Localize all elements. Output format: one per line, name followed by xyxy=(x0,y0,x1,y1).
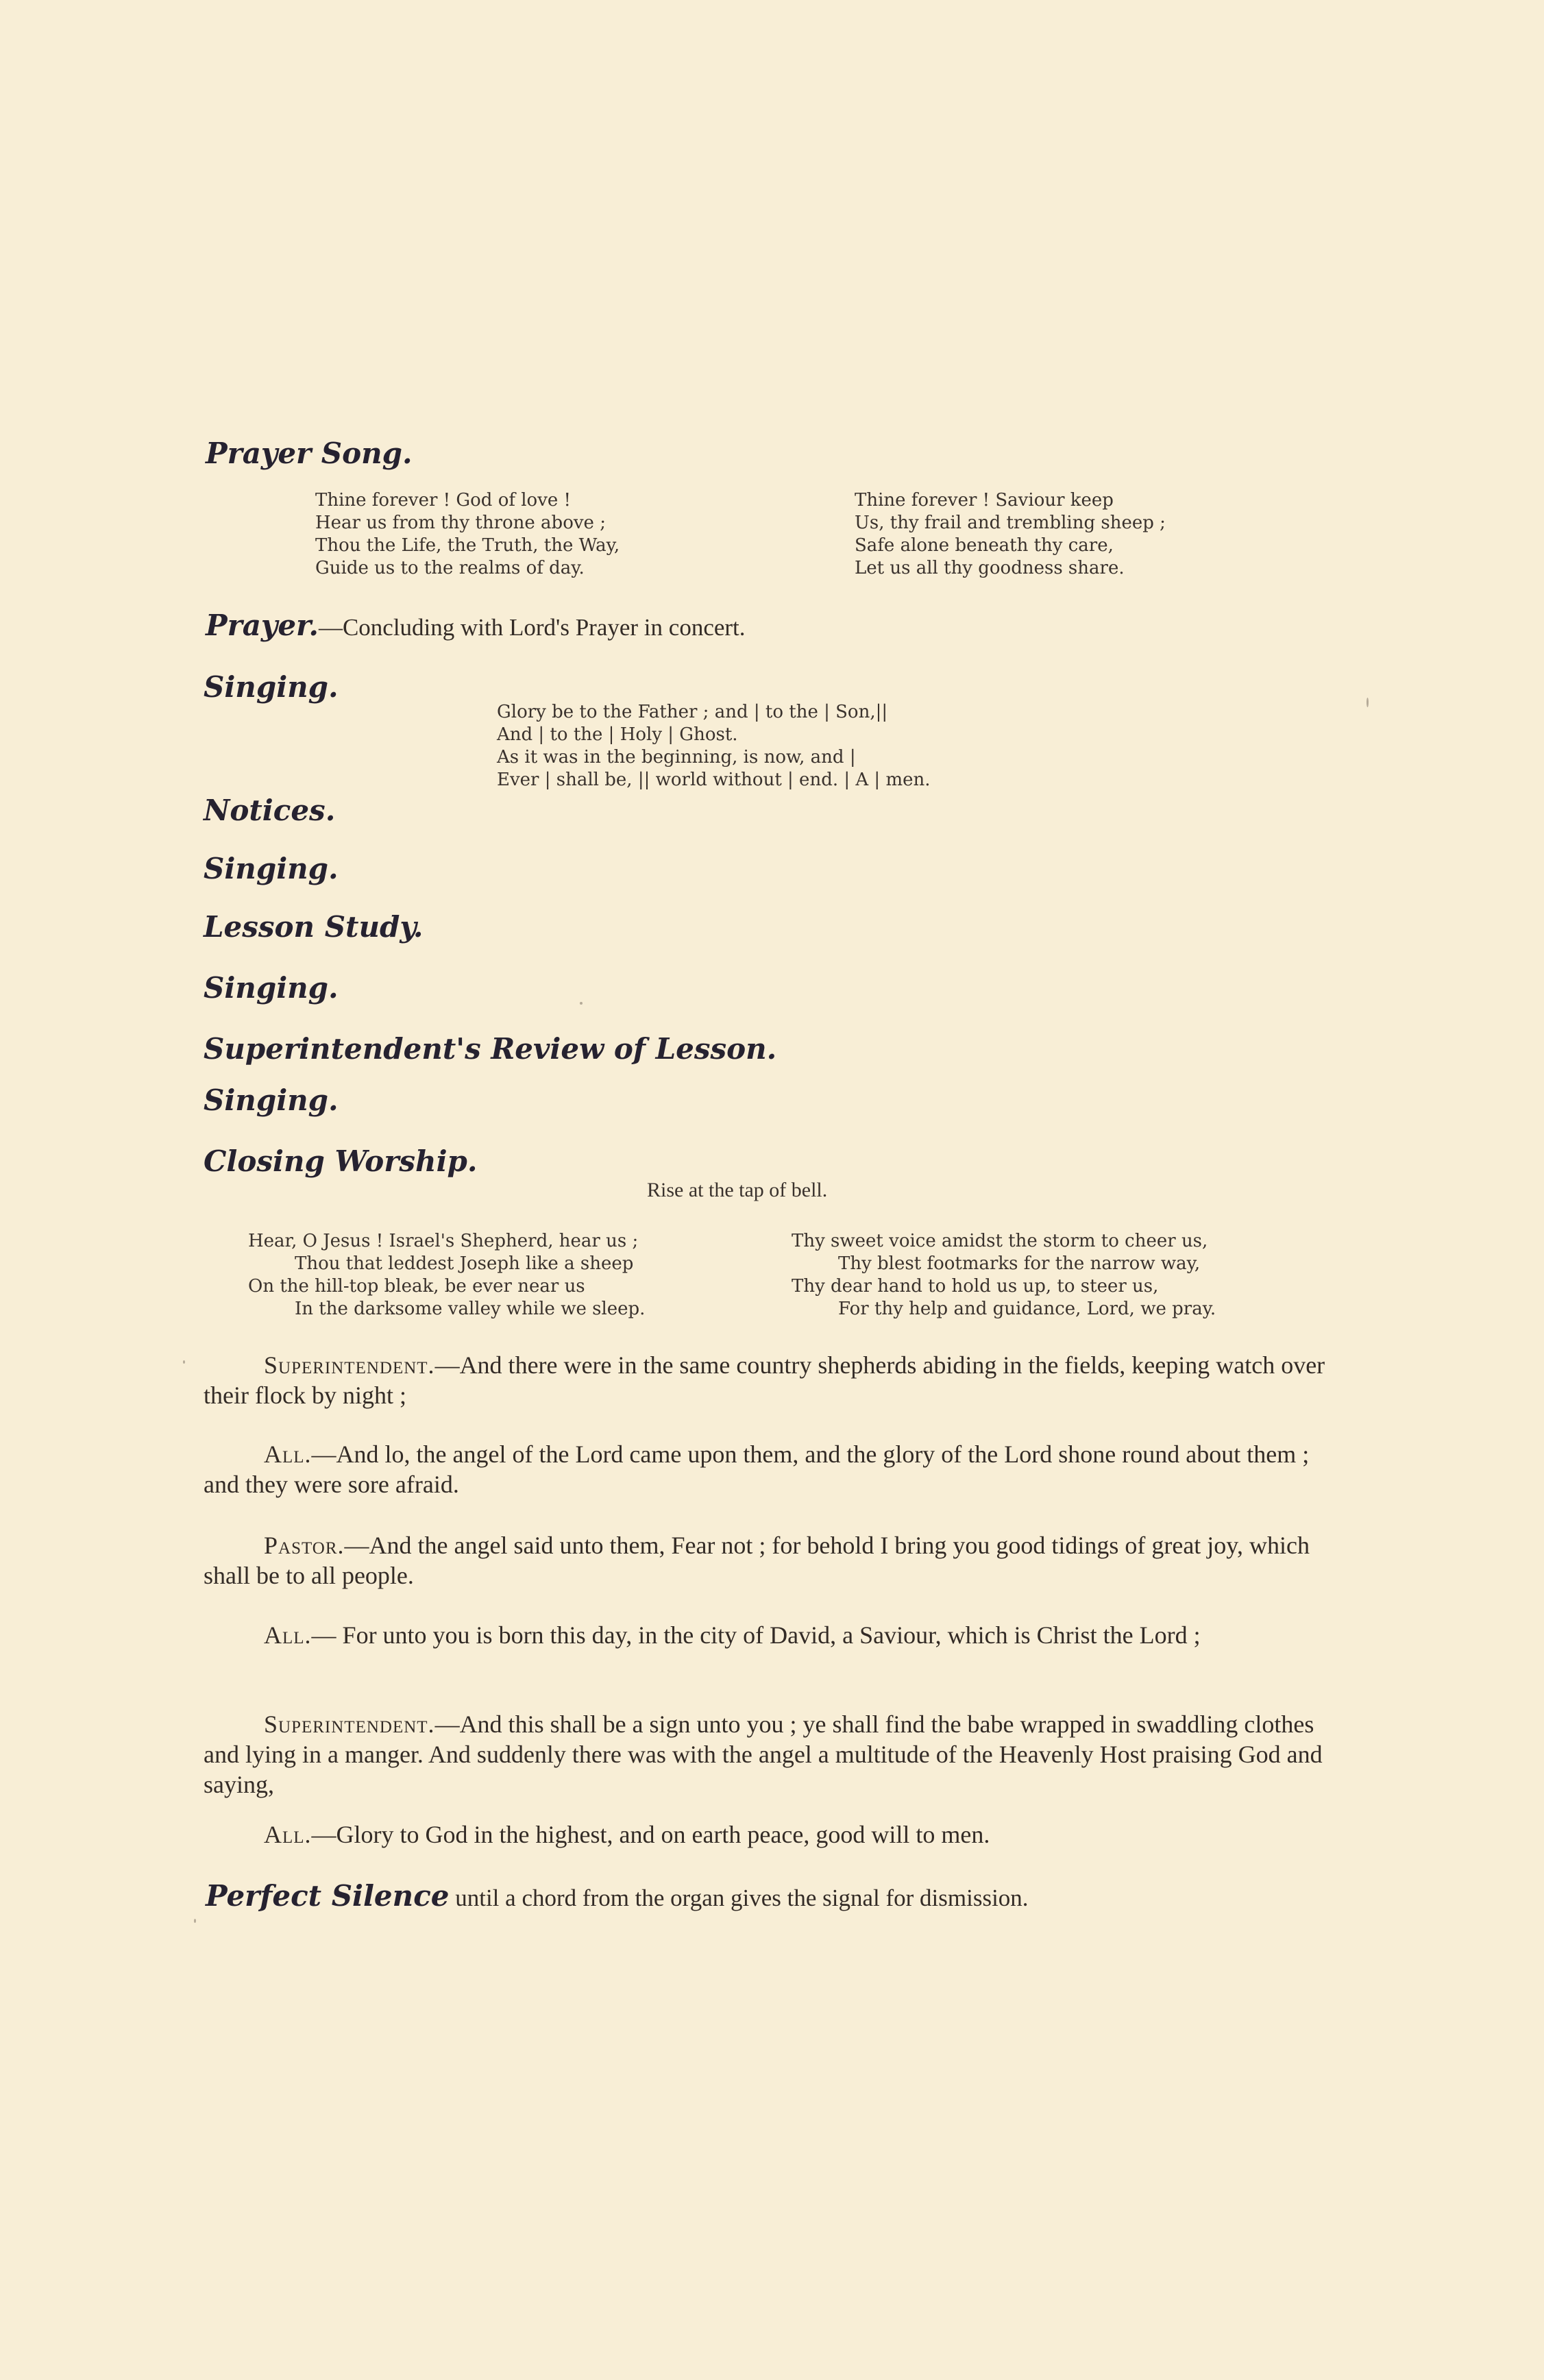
verse-line: Thine forever ! Saviour keep xyxy=(855,490,1114,511)
notices-heading: Notices. xyxy=(204,794,336,827)
prayer-text: —Concluding with Lord's Prayer in concert. xyxy=(318,614,746,641)
verse-line: Hear us from thy throne above ; xyxy=(315,513,606,533)
scan-speck xyxy=(183,1360,185,1364)
responsive-paragraph xyxy=(204,1439,1334,1499)
verse-line: Glory be to the Father ; and | to the | Son,|| xyxy=(497,702,888,722)
speaker-label: Superintendent. xyxy=(264,1351,435,1379)
rise-note: Rise at the tap of bell. xyxy=(647,1179,828,1201)
verse-line: And | to the | Holy | Ghost. xyxy=(497,724,738,745)
verse-line: Guide us to the realms of day. xyxy=(315,558,585,578)
verse-line: Let us all thy goodness share. xyxy=(855,558,1125,578)
gloria-verse xyxy=(497,701,931,792)
closing-hymn-verse-left xyxy=(248,1230,645,1321)
speaker-label: Superintendent. xyxy=(264,1710,435,1738)
verse-line: Us, thy frail and trembling sheep ; xyxy=(855,513,1166,533)
singing-heading-4: Singing. xyxy=(204,1083,339,1117)
singing-heading-3: Singing. xyxy=(204,971,339,1005)
verse-line: Thy blest footmarks for the narrow way, xyxy=(838,1253,1201,1274)
reading-text: —And lo, the angel of the Lord came upon them, and the glory of the Lord shone round about them ; and they were sore afraid. xyxy=(204,1440,1310,1498)
singing-heading-2: Singing. xyxy=(204,852,339,885)
closing-worship-heading: Closing Worship. xyxy=(204,1144,478,1178)
verse-line: Thou that leddest Joseph like a sheep xyxy=(295,1253,634,1274)
verse-line: On the hill-top bleak, be ever near us xyxy=(248,1276,585,1297)
closing-hymn-verse-right xyxy=(792,1230,1216,1321)
verse-line: Thy dear hand to hold us up, to steer us, xyxy=(792,1276,1159,1297)
perfect-silence-text: until a chord from the organ gives the signal for dismission. xyxy=(449,1885,1029,1911)
responsive-paragraph xyxy=(204,1819,1334,1850)
verse-line: Thou the Life, the Truth, the Way, xyxy=(315,535,620,556)
lesson-study-heading: Lesson Study. xyxy=(204,910,424,944)
prayer-song-verse-right xyxy=(855,489,1166,580)
review-heading: Superintendent's Review of Lesson. xyxy=(204,1032,777,1066)
prayer-song-verse-left xyxy=(315,489,620,580)
verse-line: Thine forever ! God of love ! xyxy=(315,490,572,511)
verse-line: In the darksome valley while we sleep. xyxy=(295,1299,646,1319)
verse-line: As it was in the beginning, is now, and | xyxy=(497,747,856,768)
speaker-label: All. xyxy=(264,1440,312,1468)
reading-text: — For unto you is born this day, in the city of David, a Saviour, which is Christ the Lord ; xyxy=(311,1621,1201,1649)
prayer-line xyxy=(206,609,746,642)
responsive-paragraph xyxy=(204,1530,1334,1591)
reading-text: —And this shall be a sign unto you ; ye shall find the babe wrapped in swaddling clothes and lying in a manger. And suddenly there was with the angel a multitude of the Heavenly Host praising God and saying, xyxy=(204,1710,1323,1798)
verse-line: Ever | shall be, || world without | end. | A | men. xyxy=(497,770,931,790)
reading-text: —And there were in the same country shepherds abiding in the fields, keeping watch over their flock by night ; xyxy=(204,1351,1325,1409)
speaker-label: All. xyxy=(264,1821,312,1848)
singing-heading-1: Singing. xyxy=(204,670,339,704)
speaker-label: Pastor. xyxy=(264,1532,345,1559)
verse-line: Thy sweet voice amidst the storm to cheer us, xyxy=(792,1231,1208,1251)
prayer-song-heading: Prayer Song. xyxy=(206,437,413,470)
perfect-silence-line xyxy=(206,1879,1029,1913)
scan-speck xyxy=(580,1002,583,1005)
responsive-paragraph xyxy=(204,1709,1334,1800)
verse-line: For thy help and guidance, Lord, we pray. xyxy=(838,1299,1216,1319)
scan-speck xyxy=(1367,698,1369,707)
verse-line: Safe alone beneath thy care, xyxy=(855,535,1114,556)
reading-text: —And the angel said unto them, Fear not ; for behold I bring you good tidings of great joy, which shall be to all people. xyxy=(204,1532,1310,1589)
responsive-paragraph xyxy=(204,1620,1334,1650)
responsive-paragraph xyxy=(204,1350,1334,1410)
prayer-heading: Prayer. xyxy=(206,609,319,642)
scan-speck xyxy=(194,1919,196,1923)
reading-text: —Glory to God in the highest, and on earth peace, good will to men. xyxy=(311,1821,990,1848)
verse-line: Hear, O Jesus ! Israel's Shepherd, hear us ; xyxy=(248,1231,639,1251)
speaker-label: All. xyxy=(264,1621,312,1649)
perfect-silence-heading: Perfect Silence xyxy=(206,1879,450,1913)
